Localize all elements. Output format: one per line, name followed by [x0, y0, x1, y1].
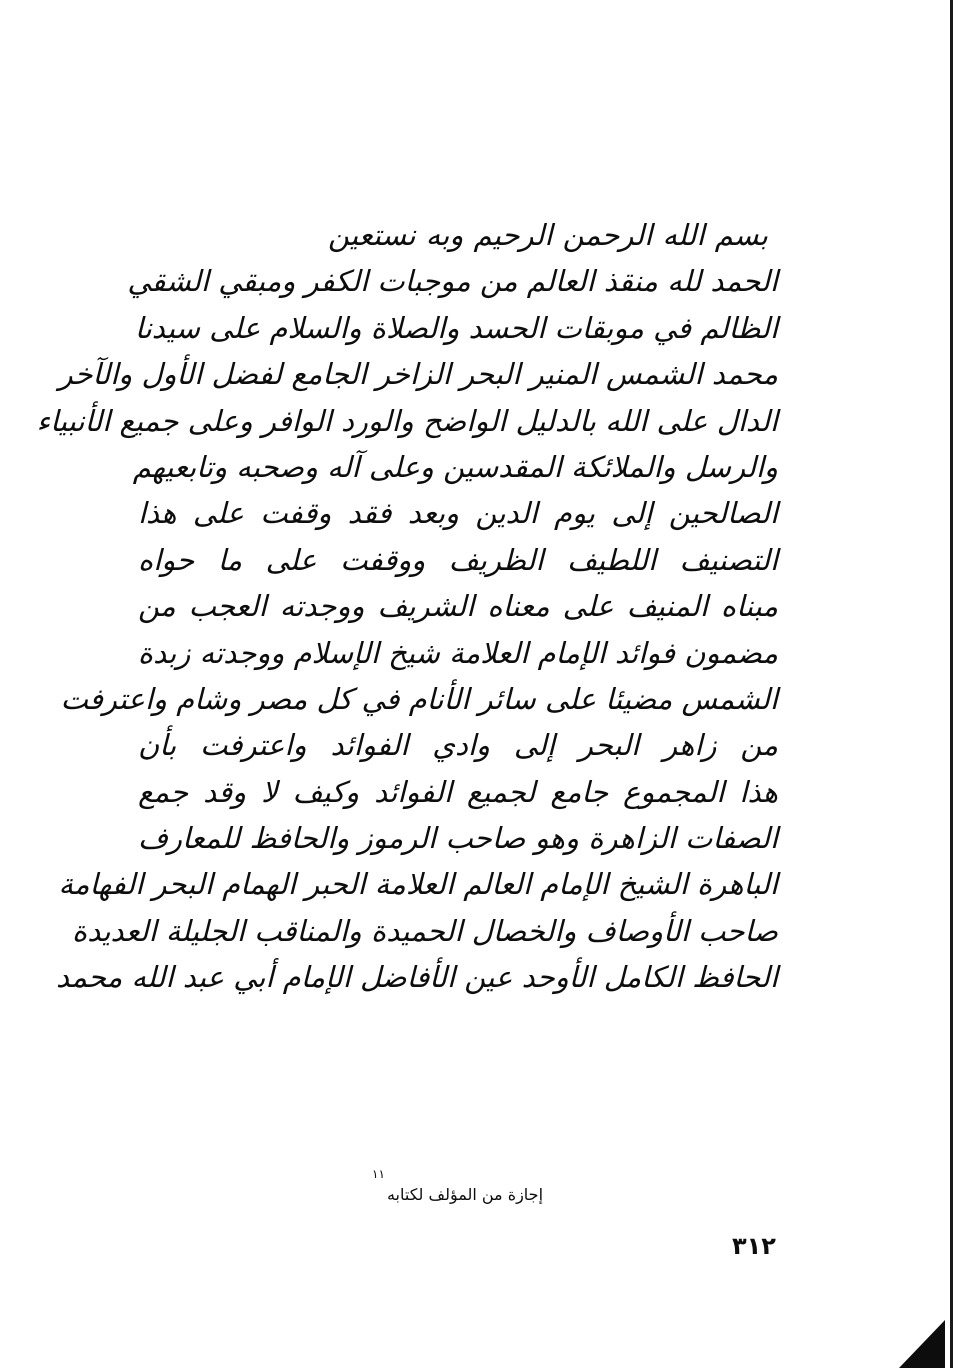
manuscript-line: صاحب الأوصاف والخصال الحميدة والمناقب الجليلة العديدة	[72, 913, 778, 948]
page-number: ٣١٢	[732, 1232, 776, 1260]
manuscript-line: محمد الشمس المنير البحر الزاخر الجامع لفضل الأول والآخر	[58, 357, 778, 392]
page-caption: إجازة من المؤلف لكتابه	[386, 1185, 544, 1204]
manuscript-line: الحافظ الكامل الأوحد عين الأفاضل الإمام أبي عبد الله محمد	[56, 960, 778, 995]
manuscript-line: من زاهر البحر إلى وادي الفوائد واعترفت بأن	[138, 728, 778, 763]
manuscript-line: الشمس مضيئا على سائر الأنام في كل مصر وشام واعترفت	[60, 681, 778, 716]
manuscript-line: مبناه المنيف على معناه الشريف ووجدته العجب من	[138, 589, 778, 624]
corner-triangle-mark	[899, 1320, 945, 1368]
manuscript-line: الصالحين إلى يوم الدين وبعد فقد وقفت على هذا	[138, 496, 778, 531]
manuscript-line: التصنيف اللطيف الظريف ووقفت على ما حواه	[138, 542, 778, 577]
scan-page-edge	[950, 0, 953, 1368]
caption-note-mark: ١١	[372, 1167, 385, 1181]
manuscript-line: الظالم في موبقات الحسد والصلاة والسلام على سيدنا	[134, 310, 778, 345]
manuscript-line: والرسل والملائكة المقدسين وعلى آله وصحبه وتابعيهم	[132, 449, 778, 484]
manuscript-line: الحمد لله منقذ العالم من موجبات الكفر ومبقي الشقي	[127, 264, 778, 299]
manuscript-line: الدال على الله بالدليل الواضح والورد الوافر وعلى جميع الأنبياء	[36, 403, 778, 438]
manuscript-line: الصفات الزاهرة وهو صاحب الرموز والحافظ للمعارف	[138, 821, 778, 856]
manuscript-line: بسم الله الرحمن الرحيم وبه نستعين	[328, 218, 768, 252]
manuscript-line: هذا المجموع جامع لجميع الفوائد وكيف لا وقد جمع	[138, 774, 778, 809]
manuscript-line: مضمون فوائد الإمام العلامة شيخ الإسلام ووجدته زبدة	[137, 635, 778, 670]
manuscript-text	[36, 212, 778, 1001]
manuscript-line: الباهرة الشيخ الإمام العالم العلامة الحبر الهمام البحر الفهامة	[58, 867, 778, 902]
